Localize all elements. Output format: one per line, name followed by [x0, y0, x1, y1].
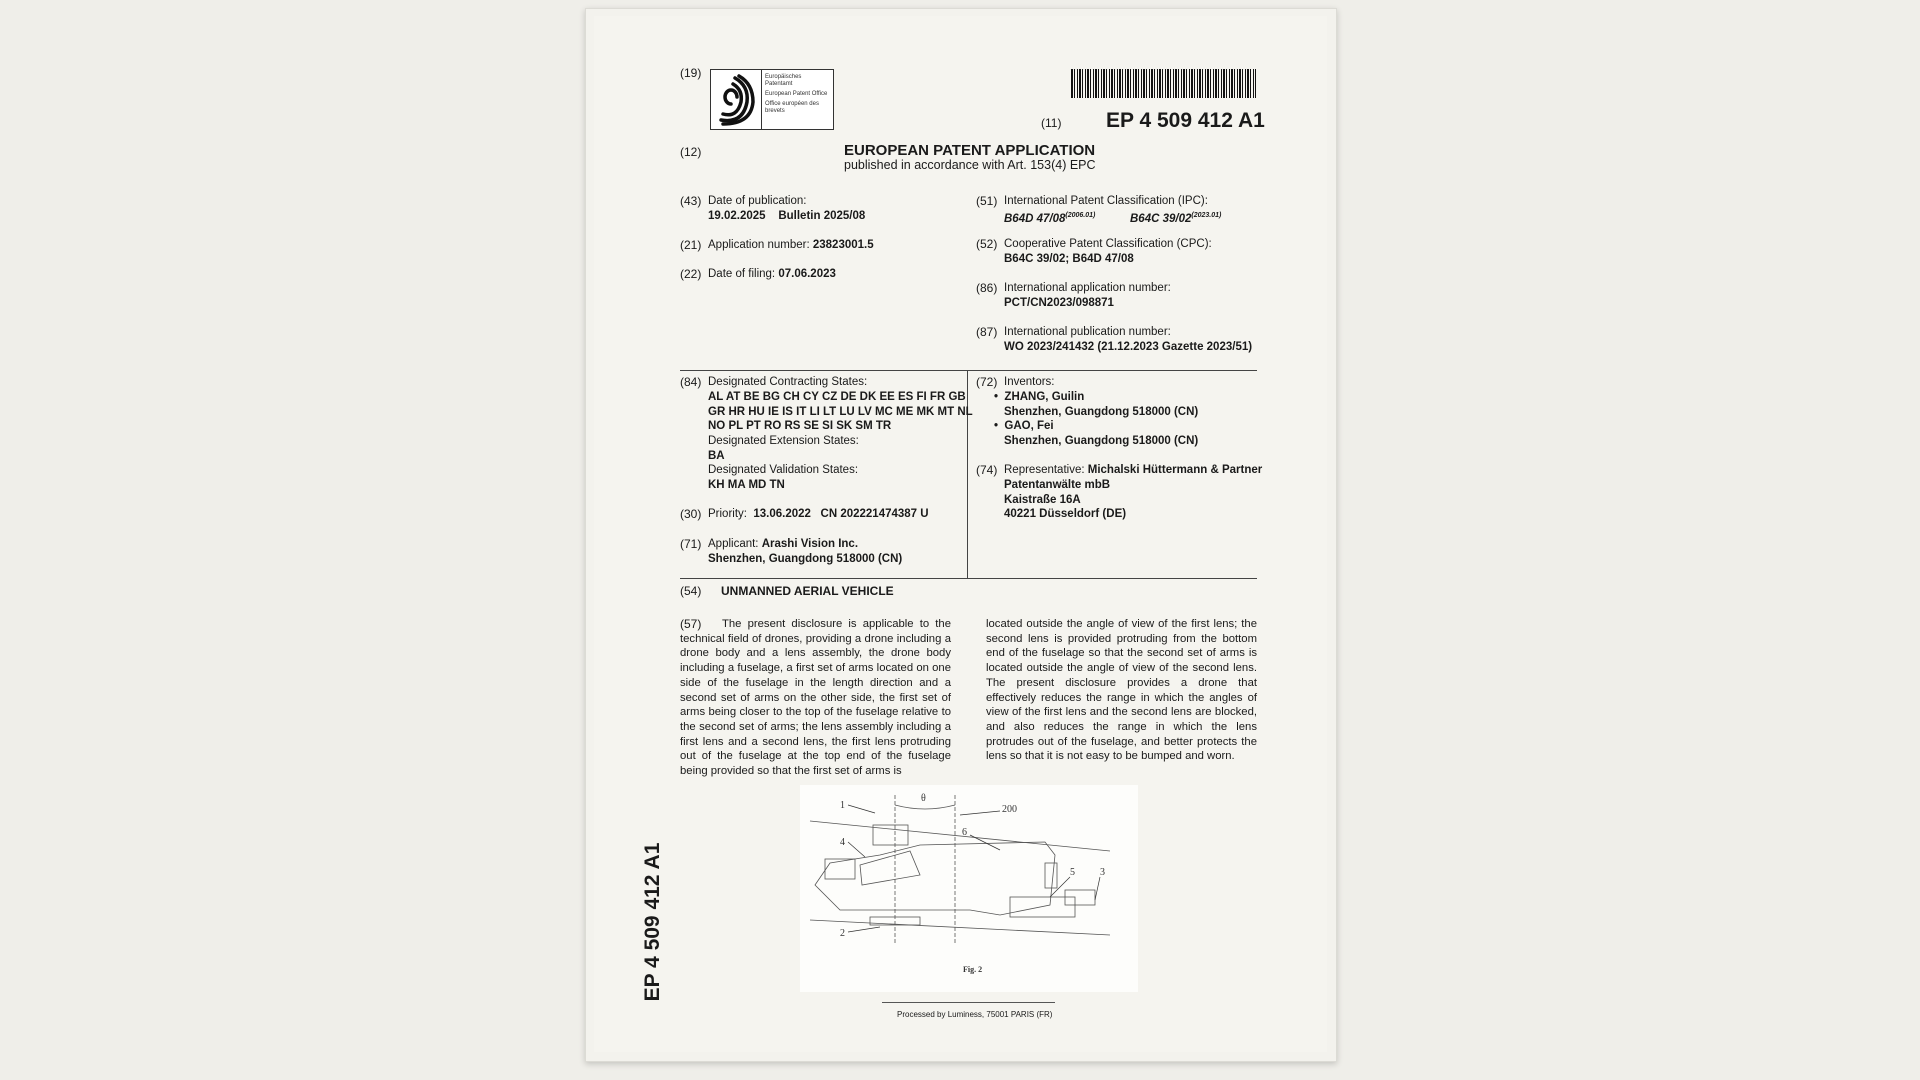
inid-19: (19)	[680, 66, 702, 80]
contracting-states-line: GR HR HU IE IS IT LI LT LU LV MC ME MK MT NL	[708, 406, 973, 418]
inid-84: (84)	[680, 375, 702, 389]
inid-51: (51)	[976, 194, 998, 208]
inid-21: (21)	[680, 238, 702, 252]
representative-line: Kaistraße 16A	[1004, 494, 1081, 506]
inventor-name: GAO, Fei	[1004, 420, 1054, 432]
filing-date-label: Date of filing:	[708, 268, 776, 280]
ipc-2: B64C 39/02	[1130, 212, 1192, 225]
inid-30: (30)	[680, 507, 702, 521]
ipc-1-version: (2006.01)	[1065, 212, 1096, 219]
abstract-column-2: located outside the angle of view of the first lens; the second lens is provided protruding from the bottom end of the fuselage so that the second set of arms is located outside the angle of view of the second lens. The present disclosure provides a drone that effectively reduces the range in which the angles of view of the first lens and the second lens are blocked, and also reduces the range in which the lens protrudes out of the fuselage, and better protects the lens so that it is not easy to be bumped and worn.	[986, 618, 1257, 763]
inid-71: (71)	[680, 537, 702, 551]
inid-72: (72)	[976, 375, 998, 389]
filing-date-value: 07.06.2023	[778, 268, 836, 280]
column-divider	[967, 370, 968, 578]
representative-line: 40221 Düsseldorf (DE)	[1004, 508, 1127, 520]
contracting-states-line: NO PL PT RO RS SE SI SK SM TR	[708, 420, 892, 432]
ipc-1: B64D 47/08	[1004, 212, 1066, 225]
application-number-label: Application number:	[708, 239, 810, 251]
footer-divider	[882, 1002, 1055, 1003]
inid-11: (11)	[1041, 116, 1062, 130]
inventor-address: Shenzhen, Guangdong 518000 (CN)	[1004, 406, 1199, 418]
logo-line-fr: Office européen des brevets	[765, 101, 819, 114]
intl-publication-label: International publication number:	[1004, 326, 1171, 338]
representative-line: Patentanwälte mbB	[1004, 479, 1111, 491]
publication-number: EP 4 509 412 A1	[1106, 109, 1265, 132]
inid-74: (74)	[976, 463, 998, 477]
ipc-2-version: (2023.01)	[1191, 212, 1222, 219]
inventor-name: ZHANG, Guilin	[1004, 391, 1085, 403]
validation-states-value: KH MA MD TN	[708, 479, 785, 491]
doc-subtitle: published in accordance with Art. 153(4) EPC	[844, 158, 1096, 172]
applicant-label: Applicant:	[708, 538, 759, 550]
divider	[680, 370, 1257, 371]
priority-value: 13.06.2022 CN 202221474387 U	[753, 508, 929, 520]
extension-states-label: Designated Extension States:	[708, 435, 859, 447]
inid-87: (87)	[976, 325, 998, 339]
doc-type: EUROPEAN PATENT APPLICATION	[844, 142, 1096, 159]
label-2: 2	[840, 928, 845, 939]
cpc-label: Cooperative Patent Classification (CPC):	[1004, 238, 1212, 250]
inid-57: (57)	[680, 617, 702, 631]
inid-12: (12)	[680, 145, 702, 159]
abstract-column-1: The present disclosure is applicable to the technical field of drones, providing a drone including a drone body and a lens assembly, the drone body including a fuselage, a first set of arms located on one side of the fuselage in the length direction and a second set of arms on the other side, the first set of arms being closer to the top of the fuselage relative to the second set of arms; the lens assembly including a first lens and a second lens, the first lens protruding out of the fuselage at the top end of the fuselage being provided so that the first set of arms is	[680, 618, 951, 778]
invention-title: UNMANNED AERIAL VEHICLE	[721, 584, 894, 598]
applicant-address: Shenzhen, Guangdong 518000 (CN)	[708, 553, 903, 565]
label-4: 4	[840, 837, 845, 848]
label-6: 6	[962, 827, 967, 838]
epo-logo	[710, 69, 834, 130]
patent-drawing	[800, 785, 1138, 992]
spine-publication-number: EP 4 509 412 A1	[641, 842, 664, 1002]
logo-line-de: Europäisches Patentamt	[765, 74, 802, 87]
label-3: 3	[1100, 867, 1105, 878]
barcode	[1071, 69, 1256, 98]
intl-application-label: International application number:	[1004, 282, 1171, 294]
representative-name: Michalski Hüttermann & Partner	[1087, 464, 1263, 476]
figure-caption: Fig. 2	[963, 965, 983, 974]
epo-logo-mark-icon	[711, 70, 762, 129]
contracting-states-line: AL AT BE BG CH CY CZ DE DK EE ES FI FR GB	[708, 391, 966, 403]
intl-application-value: PCT/CN2023/098871	[1004, 297, 1114, 309]
inid-52: (52)	[976, 237, 998, 251]
inventor-address: Shenzhen, Guangdong 518000 (CN)	[1004, 435, 1199, 447]
publication-date-label: Date of publication:	[708, 195, 807, 207]
inid-54: (54)	[680, 584, 702, 598]
label-theta: θ	[921, 793, 926, 804]
ipc-label: International Patent Classification (IPC):	[1004, 195, 1208, 207]
intl-publication-value: WO 2023/241432 (21.12.2023 Gazette 2023/51)	[1004, 341, 1253, 353]
applicant-name: Arashi Vision Inc.	[761, 538, 859, 550]
inid-43: (43)	[680, 194, 702, 208]
inventors-label: Inventors:	[1004, 376, 1055, 388]
extension-states-value: BA	[708, 450, 725, 462]
label-200: 200	[1002, 804, 1017, 815]
priority-label: Priority:	[708, 508, 747, 520]
inid-22: (22)	[680, 267, 702, 281]
cpc-value: B64C 39/02; B64D 47/08	[1004, 253, 1134, 265]
label-5: 5	[1070, 867, 1075, 878]
divider	[680, 578, 1257, 579]
contracting-states-label: Designated Contracting States:	[708, 376, 868, 388]
publication-date-value: 19.02.2025 Bulletin 2025/08	[708, 210, 866, 222]
drone-diagram	[800, 785, 1138, 992]
validation-states-label: Designated Validation States:	[708, 464, 859, 476]
logo-line-en: European Patent Office	[765, 91, 828, 97]
inid-86: (86)	[976, 281, 998, 295]
processed-by-note: Processed by Luminess, 75001 PARIS (FR)	[897, 1010, 1053, 1019]
representative-label: Representative:	[1004, 464, 1085, 476]
application-number-value: 23823001.5	[812, 239, 874, 251]
label-1: 1	[840, 800, 845, 811]
